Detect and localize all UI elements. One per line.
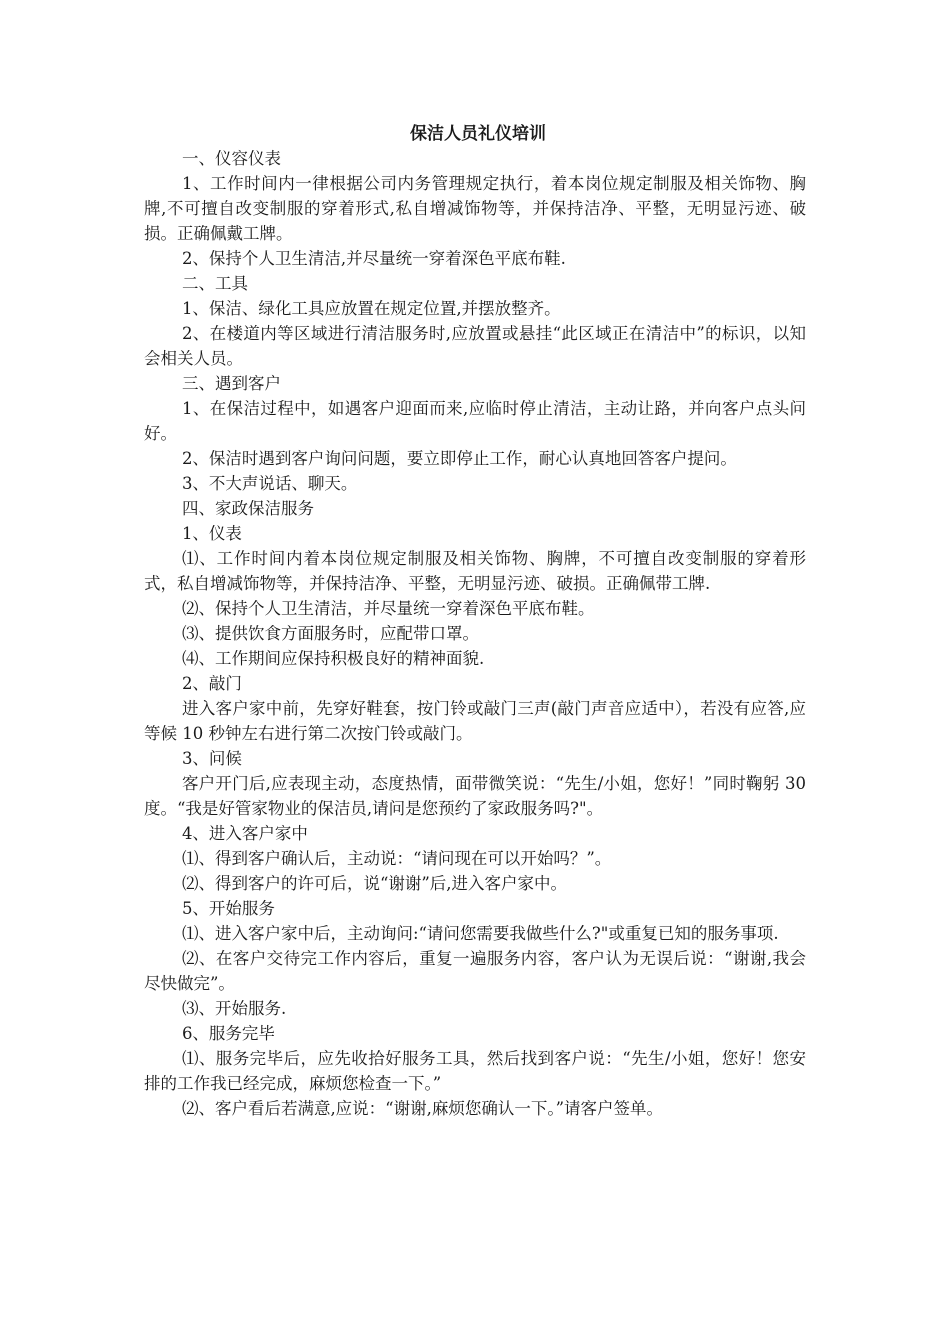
subsection-heading: 6、服务完毕 <box>181 1024 275 1043</box>
paragraph: ⑴、进入客户家中后，主动询问:“请问您需要我做些什么?"或重复已知的服务事项. <box>181 924 779 943</box>
paragraph: 2、保洁时遇到客户询问问题，要立即停止工作，耐心认真地回答客户提问。 <box>181 449 737 468</box>
paragraph: ⑴、服务完毕后，应先收拾好服务工具，然后找到客户说：“先生/小姐，您好！您安排的工作我已经完成，麻烦您检查一下。” <box>144 1049 806 1093</box>
section-heading: 四、家政保洁服务 <box>181 499 314 518</box>
paragraph: 2、在楼道内等区域进行清洁服务时,应放置或悬挂“此区域正在清洁中”的标识，以知会相关人员。 <box>144 324 806 368</box>
section-heading: 一、仪容仪表 <box>181 149 281 168</box>
paragraph: ⑶、开始服务. <box>181 999 287 1018</box>
paragraph: ⑵、客户看后若满意,应说：“谢谢,麻烦您确认一下。”请客户签单。 <box>181 1099 664 1118</box>
subsection-heading: 5、开始服务 <box>181 899 275 918</box>
subsection-heading: 3、问候 <box>181 749 242 768</box>
paragraph: 3、不大声说话、聊天。 <box>181 474 358 493</box>
paragraph: 1、工作时间内一律根据公司内务管理规定执行，着本岗位规定制服及相关饰物、胸牌,不可擅自改变制服的穿着形式,私自增减饰物等，并保持洁净、平整，无明显污迹、破损。正确佩戴工牌。 <box>144 174 806 243</box>
section-heading: 三、遇到客户 <box>181 374 281 393</box>
subsection-heading: 2、敲门 <box>181 674 242 693</box>
subsection-heading: 4、进入客户家中 <box>181 824 308 843</box>
paragraph: ⑴、工作时间内着本岗位规定制服及相关饰物、胸牌，不可擅自改变制服的穿着形式，私自增减饰物等，并保持洁净、平整，无明显污迹、破损。正确佩带工牌. <box>144 549 806 593</box>
paragraph: ⑵、在客户交待完工作内容后，重复一遍服务内容，客户认为无误后说：“谢谢,我会尽快做完”。 <box>144 949 806 993</box>
paragraph: ⑵、保持个人卫生清洁，并尽量统一穿着深色平底布鞋。 <box>181 599 595 618</box>
paragraph: 1、在保洁过程中，如遇客户迎面而来,应临时停止清洁，主动让路，并向客户点头问好。 <box>144 399 806 443</box>
document-page <box>144 122 806 1121</box>
paragraph: ⑶、提供饮食方面服务时，应配带口罩。 <box>181 624 479 643</box>
paragraph: ⑵、得到客户的许可后，说“谢谢”后,进入客户家中。 <box>181 874 568 893</box>
subsection-heading: 1、仪表 <box>181 524 242 543</box>
section-heading: 二、工具 <box>181 274 248 293</box>
document-title: 保洁人员礼仪培训 <box>410 124 546 144</box>
paragraph: 进入客户家中前，先穿好鞋套，按门铃或敲门三声(敲门声音应适中），若没有应答,应等候 10 秒钟左右进行第二次按门铃或敲门。 <box>144 699 806 743</box>
paragraph: 客户开门后,应表现主动，态度热情，面带微笑说：“先生/小姐，您好！”同时鞠躬 30 度。“我是好管家物业的保洁员,请问是您预约了家政服务吗?"。 <box>144 774 806 818</box>
paragraph: 1、保洁、绿化工具应放置在规定位置,并摆放整齐。 <box>181 299 561 318</box>
paragraph: ⑴、得到客户确认后，主动说：“请问现在可以开始吗？”。 <box>181 849 612 868</box>
paragraph: ⑷、工作期间应保持积极良好的精神面貌. <box>181 649 485 668</box>
paragraph: 2、保持个人卫生清洁,并尽量统一穿着深色平底布鞋. <box>181 249 566 268</box>
